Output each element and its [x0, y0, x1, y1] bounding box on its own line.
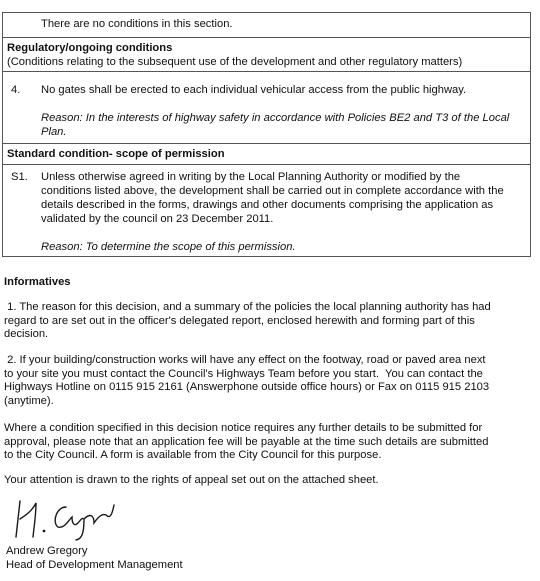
condition-s1-line: conditions listed above, the development shall be carried out in complete accordance with the — [41, 185, 504, 197]
informative-line: (anytime). — [4, 394, 54, 407]
informative-line: 1. The reason for this decision, and a summary of the policies the local planning authority has had — [4, 301, 491, 313]
informatives-heading: Informatives — [4, 276, 71, 288]
condition-4-row — [3, 71, 530, 143]
condition-s1-number: S1. — [11, 171, 28, 183]
informative-line: approval, please note that an application fee will be payable at the time such details are submitted — [4, 435, 489, 448]
no-conditions-text: There are no conditions in this section. — [41, 18, 233, 30]
standard-heading-row — [3, 143, 530, 164]
informative-line: to your site you must contact the Council's Highways Team before you start. You can contact the — [4, 367, 483, 380]
informative-line: 2. If your building/construction works will have any effect on the footway, road or paved area next — [4, 354, 486, 366]
condition-number: 4. — [11, 84, 21, 96]
regulatory-subheading: (Conditions relating to the subsequent use of the development and other regulatory matters) — [7, 56, 463, 68]
informative-line: regard to are set out in the officer's delegated report, enclosed herewith and forming part of this — [4, 314, 475, 327]
regulatory-heading: Regulatory/ongoing conditions — [7, 42, 173, 54]
signatory-name: Andrew Gregory — [6, 545, 88, 557]
condition-s1-line: details described in the forms, drawings and other documents comprising the application as — [41, 199, 494, 211]
condition-reason-line2: Plan. — [41, 126, 67, 138]
condition-s1-reason: Reason: To determine the scope of this permission. — [41, 241, 296, 253]
signature-block — [6, 493, 183, 572]
condition-s1-row — [3, 164, 530, 256]
conditions-table — [2, 12, 531, 257]
informative-line: Highways Hotline on 0115 915 2161 (Answerphone outside office hours) or Fax on 0115 915 2103 — [4, 381, 490, 394]
informative-1 — [4, 301, 532, 342]
informative-line: Where a condition specified in this decision notice requires any further details to be submitted for — [4, 422, 483, 434]
informative-3 — [4, 422, 532, 463]
handwritten-signature — [6, 493, 146, 541]
condition-reason-line1: Reason: In the interests of highway safety in accordance with Policies BE2 and T3 of the Local — [41, 112, 510, 124]
signatory-title: Head of Development Management — [6, 558, 183, 571]
no-conditions-row — [3, 13, 530, 37]
appeal-notice: Your attention is drawn to the rights of appeal set out on the attached sheet. — [4, 474, 379, 486]
informative-2 — [4, 354, 532, 408]
informative-line: decision. — [4, 328, 49, 341]
condition-text: No gates shall be erected to each individual vehicular access from the public highway. — [41, 84, 467, 96]
regulatory-heading-row — [3, 37, 530, 71]
condition-s1-line: Unless otherwise agreed in writing by the Local Planning Authority or modified by the — [41, 171, 461, 183]
standard-heading: Standard condition- scope of permission — [7, 148, 225, 160]
condition-s1-line: validated by the council on 23 December 2011. — [41, 213, 274, 225]
informative-line: to the City Council. A form is available from the City Council for this purpose. — [4, 449, 382, 462]
